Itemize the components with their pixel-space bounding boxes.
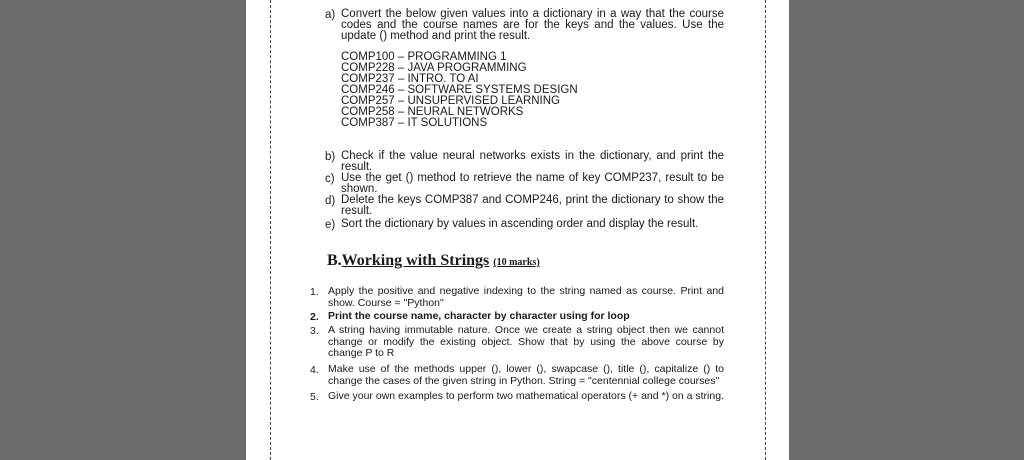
course-line: COMP237 – INTRO. TO AI [341, 73, 479, 85]
part-a-text: Convert the below given values into a dictionary in a way that the course codes and the course names are for the keys and the values. Use the update () method and print the result. [341, 8, 724, 42]
part-b-text: Check if the value neural networks exists in the dictionary, and print the result. [341, 150, 724, 173]
part-c-label: c) [325, 173, 335, 185]
task-number: 1. [310, 286, 319, 298]
section-b-marks: (10 marks) [493, 257, 540, 268]
course-line: COMP257 – UNSUPERVISED LEARNING [341, 95, 560, 107]
string-task: Print the course name, character by character using for loop [328, 310, 630, 322]
part-c-text: Use the get () method to retrieve the name of key COMP237, result to be shown. [341, 172, 724, 195]
part-a-label: a) [325, 9, 336, 21]
part-d-text: Delete the keys COMP387 and COMP246, print the dictionary to show the result. [341, 194, 724, 217]
task-number: 5. [310, 391, 319, 403]
part-d-label: d) [325, 195, 336, 207]
section-b-prefix: B. [327, 252, 342, 269]
section-b-title: Working with Strings [341, 252, 490, 269]
left-margin-guide [270, 0, 271, 460]
part-b-label: b) [325, 151, 336, 163]
string-task: Give your own examples to perform two mathematical operators (+ and *) on a string. [328, 390, 724, 402]
part-e-label: e) [325, 219, 336, 231]
course-line: COMP258 – NEURAL NETWORKS [341, 106, 524, 118]
course-line: COMP228 – JAVA PROGRAMMING [341, 62, 527, 74]
course-line: COMP387 – IT SOLUTIONS [341, 117, 488, 129]
course-line: COMP246 – SOFTWARE SYSTEMS DESIGN [341, 84, 578, 96]
task-number: 2. [310, 311, 319, 323]
task-number: 4. [310, 364, 319, 376]
task-number: 3. [310, 325, 319, 337]
string-task: A string having immutable nature. Once we create a string object then we cannot change or modify the existing object. Show that by using the above course by change P to R [328, 324, 724, 359]
course-line: COMP100 – PROGRAMMING 1 [341, 51, 507, 63]
string-task: Apply the positive and negative indexing to the string named as course. Print and show. Course = "Python" [328, 285, 724, 309]
string-task: Make use of the methods upper (), lower (), swapcase (), title (), capitalize () to change the cases of the given string in Python. String = "centennial college courses" [328, 363, 724, 387]
document-page [246, 0, 789, 460]
right-margin-guide [765, 0, 766, 460]
section-b-heading [327, 252, 540, 270]
part-e-text: Sort the dictionary by values in ascending order and display the result. [341, 218, 699, 230]
